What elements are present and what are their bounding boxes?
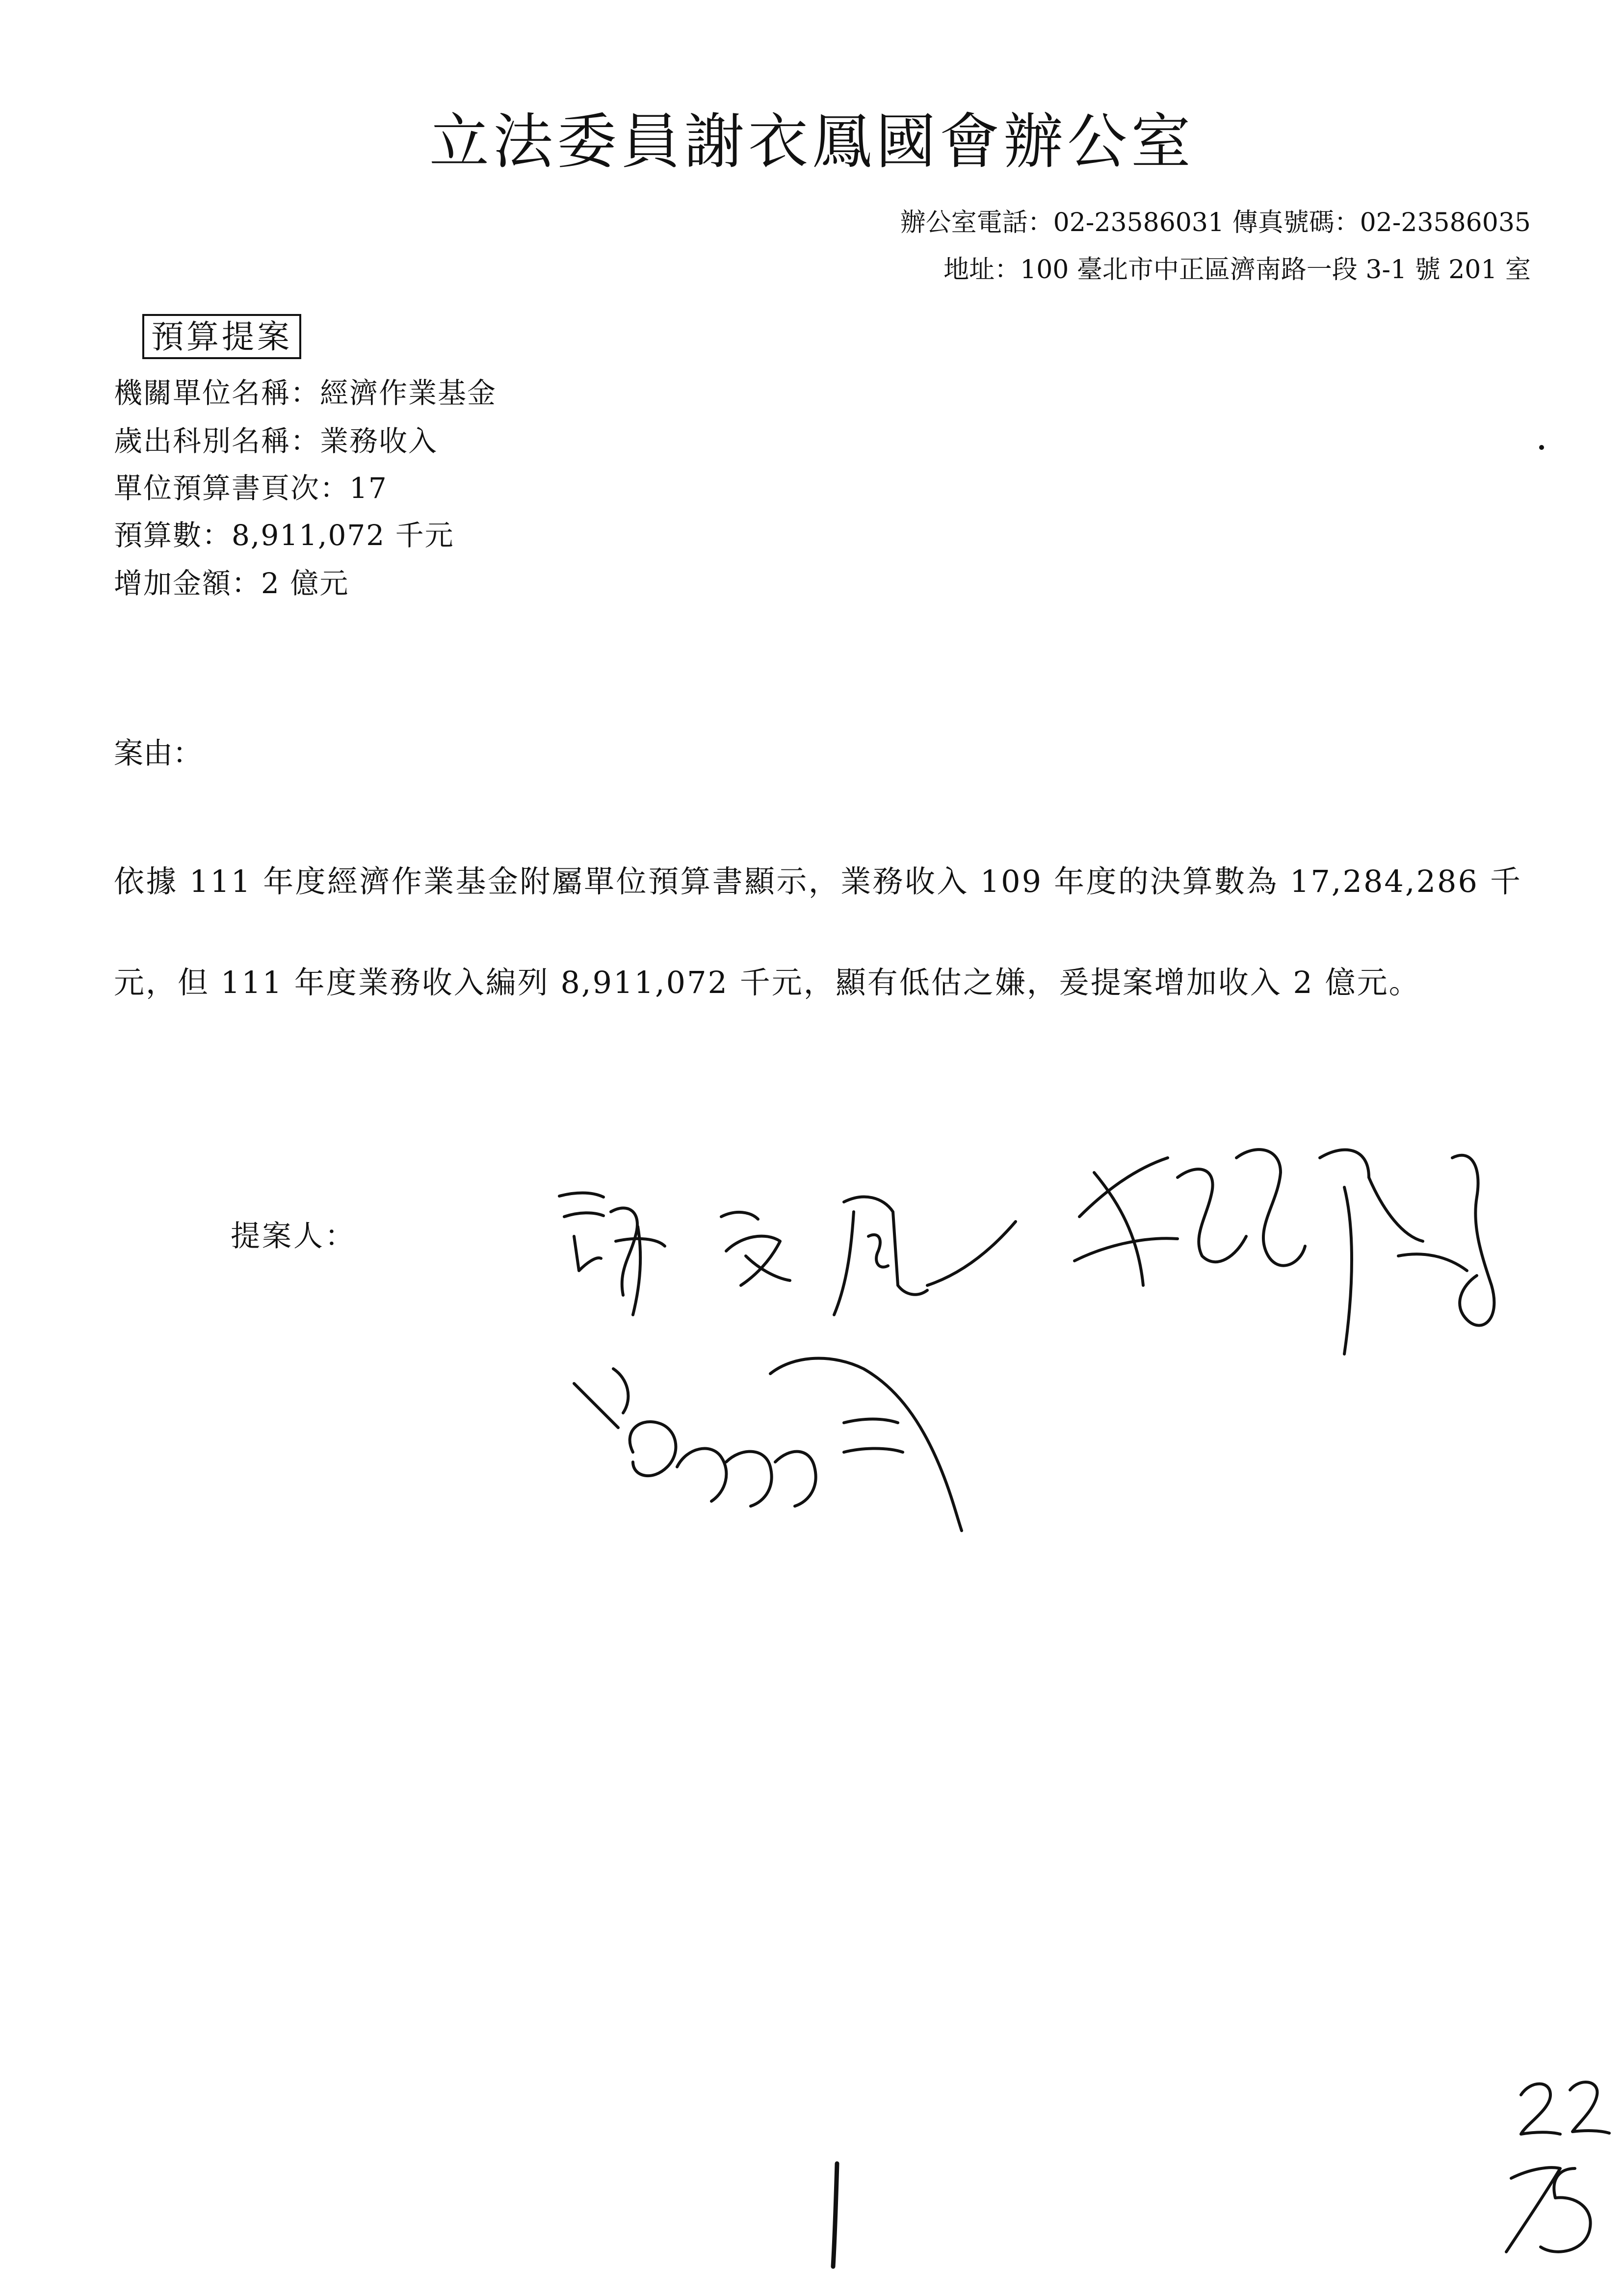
- office-contact-phone-fax: 辦公室電話：02-23586031 傳真號碼：02-23586035: [900, 208, 1531, 237]
- document-type-label: 預算提案: [142, 314, 301, 359]
- increase-amount-field: 增加金額：2 億元: [114, 567, 349, 600]
- expenditure-item-field: 歲出科別名稱：業務收入: [114, 424, 438, 458]
- agency-name-field: 機關單位名稱：經濟作業基金: [114, 376, 497, 410]
- handwritten-corner-numbers: [1506, 2082, 1609, 2252]
- budget-page-field: 單位預算書頁次：17: [114, 471, 388, 505]
- reason-text: 依據 111 年度經濟作業基金附屬單位預算書顯示，業務收入 109 年度的決算數為 17,284,286 千元，但 111 年度業務收入編列 8,911,072 千元，顯有低估之嫌，爰提案增加收入 2 億元。: [114, 863, 1522, 1000]
- proposer-label: 提案人：: [231, 1219, 356, 1253]
- signature-3: [574, 1358, 962, 1531]
- margin-dot: [1539, 445, 1544, 450]
- signature-1: [559, 1193, 1016, 1315]
- signature-2: [1074, 1149, 1494, 1354]
- handwritten-page-number: [833, 2164, 837, 2267]
- office-title: 立法委員謝衣鳳國會辦公室: [429, 107, 1195, 177]
- budget-amount-field: 預算數：8,911,072 千元: [114, 519, 454, 552]
- reason-label: 案由：: [114, 736, 202, 771]
- office-address: 地址：100 臺北市中正區濟南路一段 3-1 號 201 室: [943, 255, 1531, 285]
